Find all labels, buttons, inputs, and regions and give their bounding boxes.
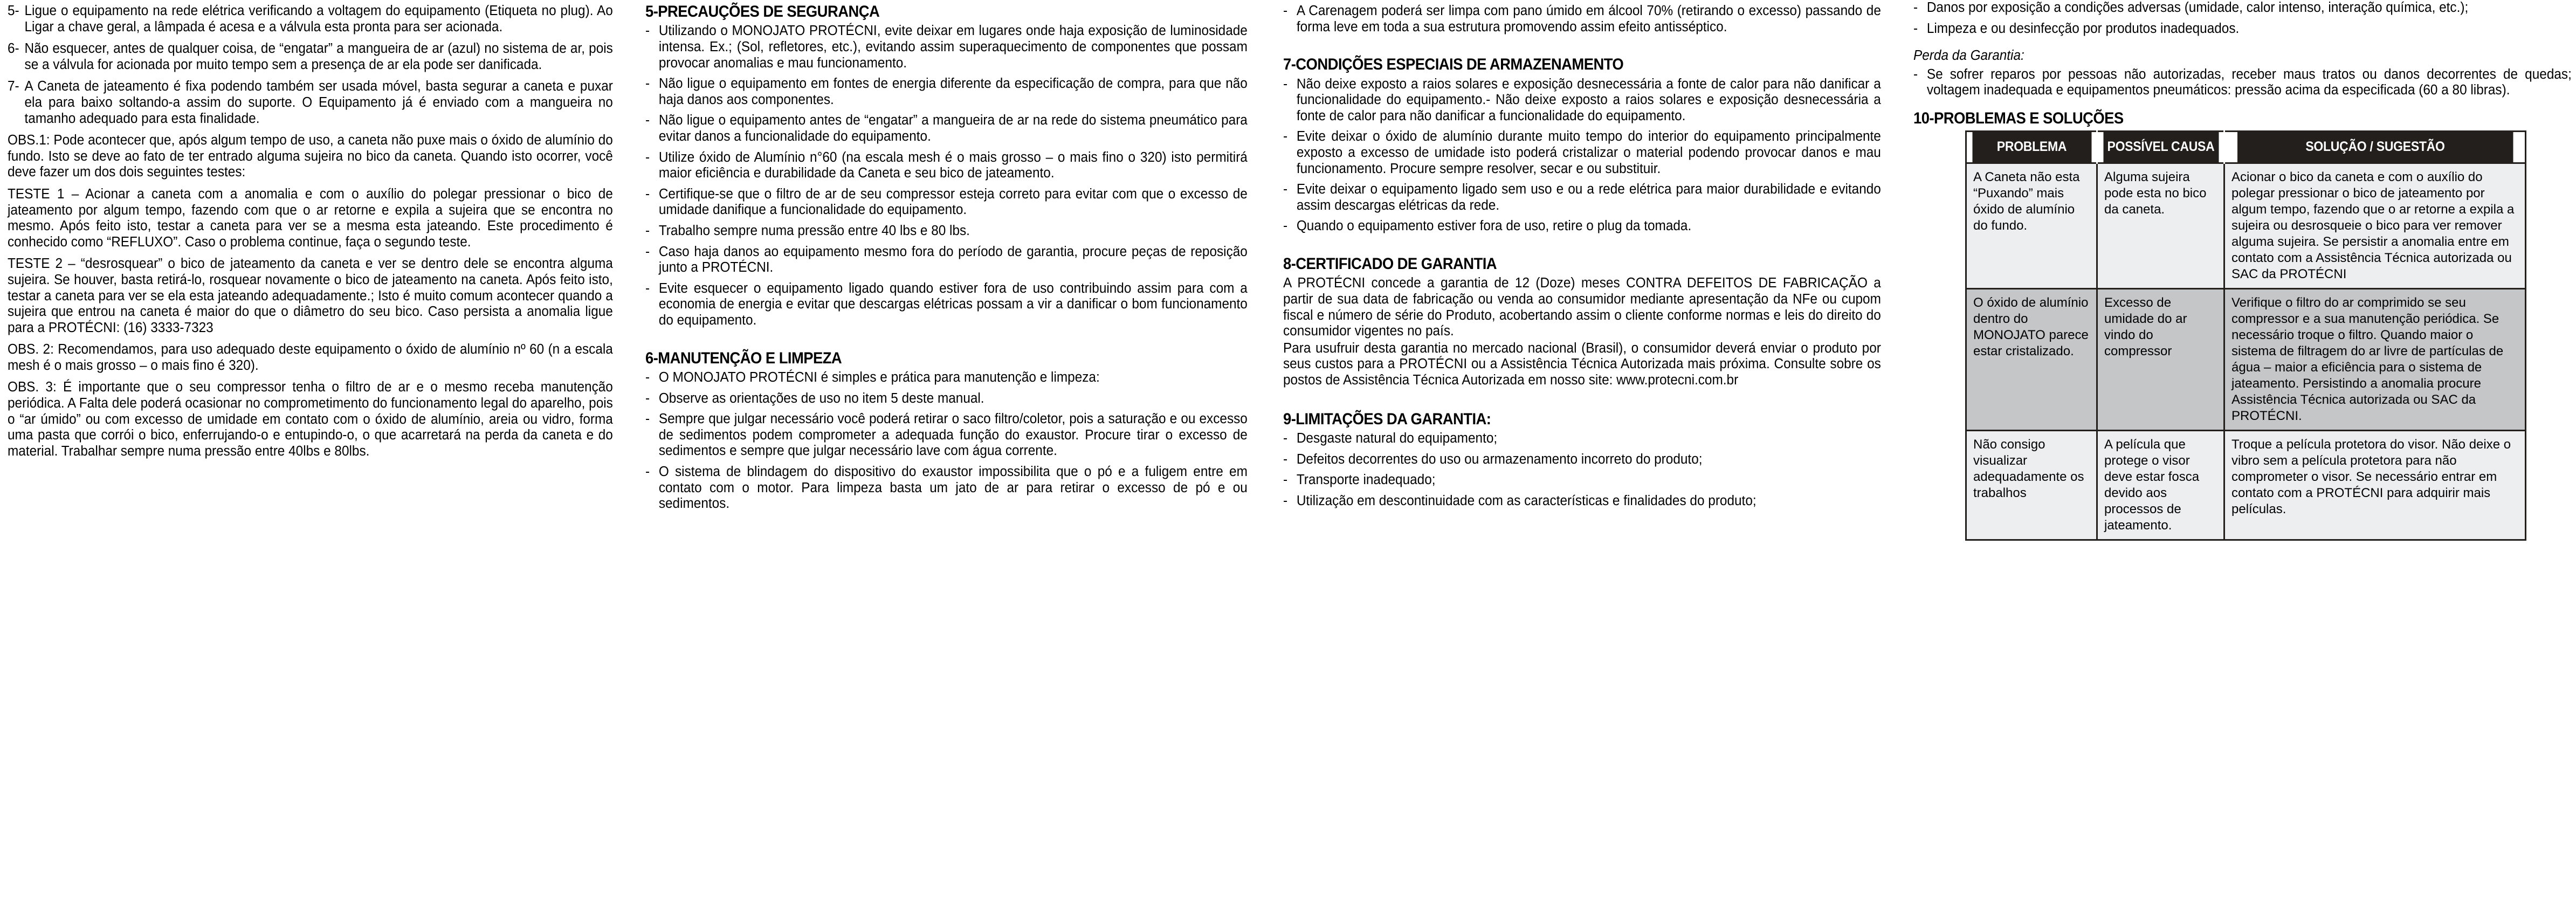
- bullet-text: Observe as orientações de uso no item 5 deste manual.: [658, 390, 984, 406]
- dash-bullet-icon: -: [1283, 431, 1288, 446]
- bullet-text: Quando o equipamento estiver fora de uso, retire o plug da tomada.: [1296, 218, 1692, 234]
- item-text: Não esquecer, antes de qualquer coisa, de “engatar” a mangueira de ar (azul) no sistema de ar, pois se a válvula for acionada por muito tempo sem a presença de ar ela pode ser danificada.: [24, 41, 613, 72]
- bullet-item: [1283, 452, 1881, 468]
- bullet-item: [1283, 218, 1881, 235]
- test-paragraph: TESTE 2 – “desrosquear” o bico de jateamento da caneta e ver se dentro dele se encontra alguma sujeira. Se houver, basta retirá-lo, rosquear novamente o bico de jateamento na caneta. Após feito isto, testar a caneta para ver se ela esta jateando adequadamente.; Isto é muito comum acontecer quando a sujeira que entrou na caneta é maior do que o diâmetro do seu bico. Caso persista a anomalia ligue para a PROTÉCNI: (16) 3333-7323: [8, 256, 613, 335]
- dash-bullet-icon: -: [1283, 218, 1288, 234]
- numbered-item: [8, 79, 613, 127]
- bullet-text: Utilizando o MONOJATO PROTÉCNI, evite deixar em lugares onde haja exposição de luminosidade intensa. Ex.; (Sol, refletores, etc.), evitando assim superaquecimento de componentes que possam provocar anomalias e mau funcionamento.: [658, 23, 1248, 71]
- bullet-item: [645, 76, 1248, 108]
- bullet-item: [645, 150, 1248, 182]
- item-number: 6-: [8, 41, 19, 57]
- bullet-item: [645, 113, 1248, 144]
- dash-bullet-icon: -: [1913, 0, 1918, 15]
- bullet-item: [645, 223, 1248, 239]
- observation-paragraph: OBS. 3: É importante que o seu compressor tenha o filtro de ar e o mesmo receba manutenção periódica. A Falta dele poderá ocasionar no comprometimento do funcionamento legal do aparelho, pois o “ar úmido” ou com excesso de umidade em contato com o óxido de alumínio, areia ou vidro, forma uma pasta que corrói o bico, enferrujando-o e entupindo-o, o que acarretará na perda da caneta e do material. Trabalhar sempre numa pressão entre 40lbs e 80lbs.: [8, 380, 613, 459]
- bullet-item: [645, 23, 1248, 71]
- bullet-item: [645, 391, 1248, 407]
- bullet-text: Utilize óxido de Alumínio n°60 (na escala mesh é o mais grosso – o mais fino o 320) isto permitirá maior eficiência e durabilidade da Caneta e seu bico de jateamento.: [658, 149, 1248, 181]
- dash-bullet-icon: -: [1283, 493, 1288, 508]
- numbered-item: [8, 3, 613, 35]
- bullet-text: O sistema de blindagem do dispositivo do exaustor impossibilita que o pó e a fuligem entre em contato com o motor. Para limpeza basta um jato de ar para retirar o excesso de pó e ou sedimentos.: [658, 464, 1248, 512]
- table-row: [1966, 289, 2526, 431]
- bullet-text: Evite deixar o equipamento ligado sem uso e ou a rede elétrica para maior durabilidade e evitando assim descargas elétricas da rede.: [1296, 182, 1881, 213]
- column-3: [1267, 0, 1900, 917]
- observation-paragraph: OBS.1: Pode acontecer que, após algum tempo de uso, a caneta não puxe mais o óxido de alumínio do fundo. Isto se deve ao fato de ter entrado alguma sujeira no bico da caneta. Quando isto ocorrer, você deve fazer um dos dois seguintes testes:: [8, 133, 613, 180]
- section-heading-armazenamento: 7-CONDIÇÕES ESPECIAIS DE ARMAZENAMENTO: [1283, 56, 1624, 74]
- bullet-item: [645, 187, 1248, 218]
- dash-bullet-icon: -: [645, 186, 650, 202]
- column-header-solucao-sugestao: SOLUÇÃO / SUGESTÃO: [2236, 132, 2513, 163]
- column-4: [1900, 0, 2576, 917]
- dash-bullet-icon: -: [1283, 182, 1288, 197]
- dash-bullet-icon: -: [645, 464, 650, 479]
- dash-bullet-icon: -: [1283, 472, 1288, 488]
- column-2: [633, 0, 1267, 917]
- bullet-item: [1913, 0, 2572, 16]
- section-spacer: [1283, 239, 1881, 256]
- bullet-text: Trabalho sempre numa pressão entre 40 lbs e 80 lbs.: [658, 223, 970, 238]
- dash-bullet-icon: -: [645, 223, 650, 238]
- table-head: [1966, 132, 2526, 163]
- item-text: Ligue o equipamento na rede elétrica verificando a voltagem do equipamento (Etiqueta no plug). Ao Ligar a chave geral, a lâmpada é acesa e a válvula esta pronta para ser acionada.: [24, 3, 613, 35]
- table-header-row: [1966, 132, 2526, 163]
- section-heading-limitacoes-garantia: 9-LIMITAÇÕES DA GARANTIA:: [1283, 410, 1491, 428]
- bullet-text: Se sofrer reparos por pessoas não autorizadas, receber maus tratos ou danos decorrentes de quedas; voltagem inadequada e equipamentos pneumáticos: pressão acima da especificada (60 a 80 libras).: [1926, 66, 2572, 98]
- cell-causa: A película que protege o visor deve estar fosca devido aos processos de jateamento.: [2097, 431, 2224, 540]
- cell-problema: O óxido de alumínio dentro do MONOJATO parece estar cristalizado.: [1966, 289, 2097, 431]
- section-heading-precaucoes: 5-PRECAUÇÕES DE SEGURANÇA: [645, 3, 880, 20]
- bullet-item: [1283, 431, 1881, 447]
- item-text: A Caneta de jateamento é fixa podendo também ser usada móvel, basta segurar a caneta e puxar ela para baixo soltando-a assim do suporte. O Equipamento já é enviado com a mangueira no tamanho adequado para esta finalidade.: [24, 79, 613, 126]
- bullet-text: Transporte inadequado;: [1296, 472, 1436, 488]
- test-paragraph: TESTE 1 – Acionar a caneta com a anomalia e com o auxílio do polegar pressionar o bico de jateamento por algum tempo, fazendo com que o ar retorne e expila a sujeira que se encontra no mesmo. Após feito isto, testar a caneta para ver se a mesma esta jateando. Este procedimento é conhecido como “REFLUXO”. Caso o problema continue, faça o segundo teste.: [8, 186, 613, 250]
- warranty-paragraph: A PROTÉCNI concede a garantia de 12 (Doze) meses CONTRA DEFEITOS DE FABRICAÇÃO a partir de sua data de fabricação ou venda ao consumidor mediante apresentação da NFe ou cupom fiscal e número de série do Produto, acobertando assim o cliente conforme normas e leis do direito do consumidor vigentes no país.: [1283, 275, 1881, 339]
- bullet-text: Utilização em descontinuidade com as características e finalidades do produto;: [1296, 493, 1757, 508]
- bullet-text: Não ligue o equipamento em fontes de energia diferente da especificação de compra, para que não haja danos aos componentes.: [658, 76, 1248, 107]
- dash-bullet-icon: -: [1913, 66, 1918, 82]
- bullet-text: Sempre que julgar necessário você poderá retirar o saco filtro/coletor, pois a saturação e ou excesso de sedimentos podem comprometer a adequada função do exaustor. Procure tirar o excesso de sedimentos e sempre que julgar necessário lave com água corrente.: [658, 411, 1248, 459]
- dash-bullet-icon: -: [645, 149, 650, 165]
- section-spacer: [1283, 40, 1881, 56]
- item-number: 7-: [8, 79, 19, 94]
- bullet-text: Certifique-se que o filtro de ar de seu compressor esteja correto para evitar com que o excesso de umidade danifique a funcionalidade do equipamento.: [658, 186, 1248, 218]
- bullet-item: [1283, 493, 1881, 509]
- problems-table-wrapper: [1913, 130, 2572, 541]
- dash-bullet-icon: -: [645, 280, 650, 296]
- table-body: [1966, 163, 2526, 540]
- bullet-item: [645, 281, 1248, 329]
- bullet-text: Danos por exposição a condições adversas (umidade, calor intenso, interação química, etc.);: [1926, 0, 2469, 15]
- bullet-item: [645, 464, 1248, 512]
- dash-bullet-icon: -: [1283, 451, 1288, 467]
- cell-solucao: Troque a película protetora do visor. Não deixe o vibro sem a película protetora para não comprometer o visor. Se necessário entrar em contato com a PROTÉCNI para adquirir mais películas.: [2224, 431, 2526, 540]
- section-heading-manutencao: 6-MANUTENÇÃO E LIMPEZA: [645, 349, 842, 367]
- column-1: [0, 0, 633, 917]
- section-spacer: [1913, 42, 2572, 48]
- cell-causa: Alguma sujeira pode esta no bico da caneta.: [2097, 163, 2224, 289]
- item-number: 5-: [8, 3, 19, 18]
- cell-problema: Não consigo visualizar adequadamente os trabalhos: [1966, 431, 2097, 540]
- bullet-text: Desgaste natural do equipamento;: [1296, 431, 1498, 446]
- dash-bullet-icon: -: [645, 244, 650, 259]
- bullet-text: Caso haja danos ao equipamento mesmo fora do período de garantia, procure peças de reposição junto a PROTÉCNI.: [658, 244, 1248, 275]
- bullet-item: [645, 244, 1248, 276]
- dash-bullet-icon: -: [1283, 76, 1288, 92]
- bullet-text: Não deixe exposto a raios solares e exposição desnecessária a fonte de calor para não danificar a funcionalidade do equipamento.- Não deixe exposto a raios solares e exposição desnecessária a fonte de calor para não danificar a funcionalidade do equipamento.: [1296, 76, 1881, 123]
- warranty-paragraph: Para usufruir desta garantia no mercado nacional (Brasil), o consumidor deverá enviar o produto por seus custos para a PROTÉCNI ou a Assistência Técnica Autorizada mais próxima. Consulte sobre os postos de Assistência Técnica Autorizada em nosso site: www.protecni.com.br: [1283, 340, 1881, 388]
- dash-bullet-icon: -: [645, 369, 650, 385]
- section-spacer: [645, 334, 1248, 350]
- bullet-item: [645, 370, 1248, 386]
- bullet-text: Limpeza e ou desinfecção por produtos inadequados.: [1926, 20, 2240, 36]
- table-row: [1966, 163, 2526, 289]
- column-header-problema: PROBLEMA: [1971, 132, 2092, 163]
- bullet-item: [645, 411, 1248, 459]
- cell-problema: A Caneta não esta “Puxando” mais óxido de alumínio do fundo.: [1966, 163, 2097, 289]
- cell-solucao: Verifique o filtro do ar comprimido se seu compressor e a sua manutenção periódica. Se necessário troque o filtro. Quando maior o sistema de filtragem do ar livre de partículas de água – maior a eficiência para o sistema de jateamento. Persistindo a anomalia procure Assistência Técnica autorizada ou SAC da PROTÉCNI.: [2224, 289, 2526, 431]
- bullet-text: Evite esquecer o equipamento ligado quando estiver fora de uso contribuindo assim para com a economia de energia e evitar que descargas elétricas possam a vir a danificar o bom funcionamento do equipamento.: [658, 280, 1248, 328]
- dash-bullet-icon: -: [1283, 129, 1288, 144]
- dash-bullet-icon: -: [645, 390, 650, 406]
- bullet-item: [1283, 129, 1881, 177]
- dash-bullet-icon: -: [645, 76, 650, 92]
- bullet-item: [1913, 21, 2572, 37]
- section-spacer: [1283, 395, 1881, 411]
- table-row: [1966, 431, 2526, 540]
- problems-solutions-table: [1965, 130, 2526, 541]
- section-heading-problemas-solucoes: 10-PROBLEMAS E SOLUÇÕES: [1913, 109, 2124, 127]
- dash-bullet-icon: -: [645, 23, 650, 39]
- bullet-item: [1913, 67, 2572, 99]
- perda-da-garantia-heading: Perda da Garantia:: [1913, 48, 2024, 64]
- bullet-item: [1283, 182, 1881, 213]
- cell-solucao: Acionar o bico da caneta e com o auxílio do polegar pressionar o bico de jateamento por algum tempo, fazendo que o ar retorne a expila a sujeira ou desrosqueie o bico para ver remover alguma sujeira. Se persistir a anomalia entre em contato com a Assistência Técnica autorizada ou SAC da PROTÉCNI: [2224, 163, 2526, 289]
- dash-bullet-icon: -: [1283, 3, 1288, 18]
- column-header-possivel-causa: POSSÍVEL CAUSA: [2102, 132, 2219, 163]
- dash-bullet-icon: -: [645, 113, 650, 128]
- bullet-item: [1283, 3, 1881, 35]
- bullet-text: Defeitos decorrentes do uso ou armazenamento incorreto do produto;: [1296, 451, 1703, 467]
- dash-bullet-icon: -: [1913, 20, 1918, 36]
- bullet-text: Evite deixar o óxido de alumínio durante muito tempo do interior do equipamento principalmente exposto a excesso de umidade isto poderá cristalizar o material podendo provocar danos e mau funcionamento. Procure sempre resolver, secar e ou substituir.: [1296, 129, 1881, 176]
- bullet-text: O MONOJATO PROTÉCNI é simples e prática para manutenção e limpeza:: [658, 369, 1100, 385]
- bullet-item: [1283, 77, 1881, 125]
- bullet-item: [1283, 472, 1881, 488]
- cell-causa: Excesso de umidade do ar vindo do compressor: [2097, 289, 2224, 431]
- numbered-item: [8, 41, 613, 73]
- observation-paragraph: OBS. 2: Recomendamos, para uso adequado deste equipamento o óxido de alumínio nº 60 (n a escala mesh é o mais grosso – o mais fino é 320).: [8, 342, 613, 373]
- bullet-text: A Carenagem poderá ser limpa com pano úmido em álcool 70% (retirando o excesso) passando de forma leve em toda a sua estrutura promovendo assim efeito antisséptico.: [1296, 3, 1881, 35]
- dash-bullet-icon: -: [645, 411, 650, 427]
- bullet-text: Não ligue o equipamento antes de “engatar” a mangueira de ar na rede do sistema pneumático para evitar danos a funcionalidade do equipamento.: [658, 113, 1248, 144]
- section-heading-certificado-garantia: 8-CERTIFICADO DE GARANTIA: [1283, 254, 1497, 273]
